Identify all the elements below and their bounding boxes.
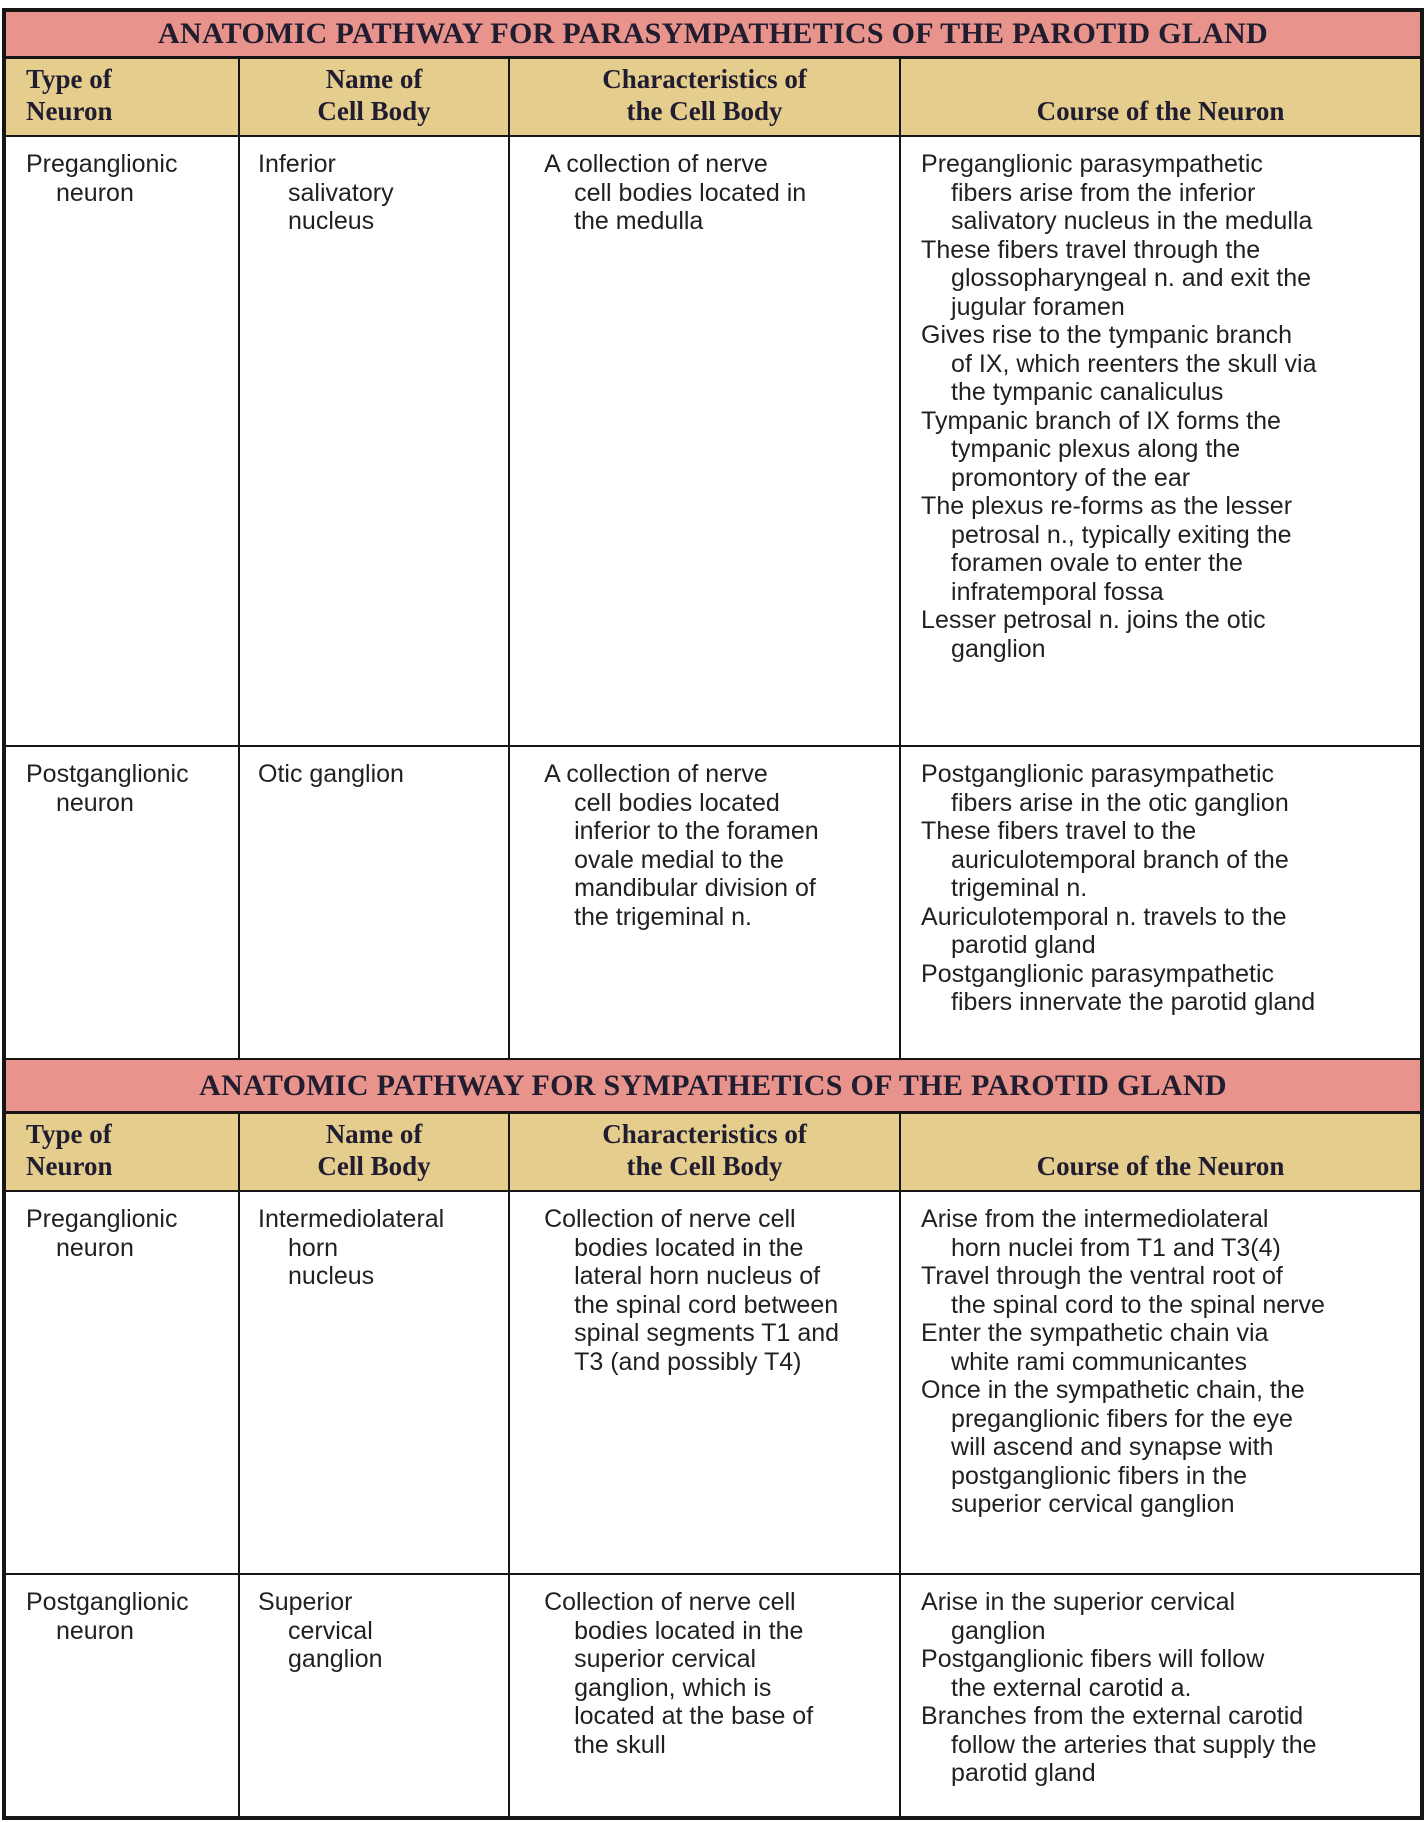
text-line: will ascend and synapse with (951, 1433, 1274, 1461)
paragraph (26, 1588, 230, 1645)
cell-type-of-neuron (6, 137, 240, 745)
text-line: Preganglionic (26, 150, 178, 178)
text-line: neuron (56, 1616, 134, 1645)
text-line: parotid gland (951, 931, 1096, 959)
paragraph (921, 321, 1412, 407)
text-line: Arise in the superior cervical (921, 1588, 1236, 1616)
text-line: trigeminal n. (951, 874, 1088, 902)
column-header-type-of-neuron (6, 1114, 240, 1190)
text-line: bodies located in the (574, 1233, 804, 1262)
text-line: located at the base of (574, 1702, 814, 1730)
text-line: superior cervical (574, 1645, 757, 1673)
text-line: neuron (56, 178, 134, 207)
paragraph (921, 1319, 1412, 1376)
text-line: glossopharyngeal n. and exit the (951, 264, 1312, 292)
text-line: ovale medial to the (574, 845, 784, 874)
text-line: Arise from the intermediolateral (921, 1205, 1269, 1233)
text-line: Branches from the external carotid (921, 1702, 1304, 1730)
column-header-line: Cell Body (317, 96, 431, 126)
column-header-row (6, 59, 1420, 137)
text-line: horn nuclei from T1 and T3(4) (951, 1233, 1281, 1262)
paragraph (921, 492, 1412, 606)
section-title: ANATOMIC PATHWAY FOR PARASYMPATHETICS OF THE PAROTID GLAND (158, 17, 1268, 50)
column-header-line: Type of (26, 64, 112, 94)
cell-course (901, 1192, 1420, 1573)
text-line: Lesser petrosal n. joins the otic (921, 606, 1266, 634)
cell-name-of-cell-body (240, 747, 510, 1058)
text-line: mandibular division of (574, 874, 816, 902)
cell-characteristics (510, 747, 901, 1058)
column-header-characteristics (510, 1114, 901, 1190)
text-line: parotid gland (951, 1759, 1096, 1787)
table-row-preganglionic-parasympathetic (6, 137, 1420, 747)
column-header-name-of-cell-body (240, 1114, 510, 1190)
text-line: fibers arise in the otic ganglion (951, 788, 1289, 817)
column-header-line: the Cell Body (626, 1151, 783, 1181)
text-line: the skull (574, 1730, 666, 1759)
paragraph (921, 236, 1412, 322)
cell-course (901, 1575, 1420, 1816)
anatomic-pathway-table (2, 8, 1424, 1820)
paragraph (921, 960, 1412, 1017)
cell-characteristics (510, 1192, 901, 1573)
cell-characteristics (510, 137, 901, 745)
cell-name-of-cell-body (240, 1192, 510, 1573)
cell-characteristics (510, 1575, 901, 1816)
cell-type-of-neuron (6, 1575, 240, 1816)
text-line: Tympanic branch of IX forms the (921, 406, 1281, 435)
column-header-line: Name of (325, 64, 423, 94)
column-header-characteristics (510, 59, 901, 135)
text-line: inferior to the foramen (574, 817, 819, 845)
text-line: spinal segments T1 and (574, 1319, 840, 1347)
text-line: salivatory nucleus in the medulla (951, 207, 1313, 235)
text-line: Otic ganglion (258, 760, 404, 788)
text-line: Preganglionic parasympathetic (921, 150, 1263, 178)
cell-name-of-cell-body (240, 137, 510, 745)
paragraph (921, 1205, 1412, 1262)
text-line: Collection of nerve cell (544, 1588, 796, 1616)
paragraph (921, 1376, 1412, 1519)
text-line: of IX, which reenters the skull via (951, 349, 1317, 378)
paragraph (921, 903, 1412, 960)
column-header-line: Neuron (26, 96, 113, 126)
text-line: Collection of nerve cell (544, 1205, 796, 1233)
paragraph (544, 150, 891, 236)
text-line: Once in the sympathetic chain, the (921, 1376, 1305, 1404)
text-line: Gives rise to the tympanic branch (921, 321, 1293, 349)
cell-course (901, 137, 1420, 745)
paragraph (921, 407, 1412, 493)
text-line: auriculotemporal branch of the (951, 845, 1289, 874)
text-line: Postganglionic parasympathetic (921, 760, 1275, 788)
text-line: nucleus (288, 1262, 375, 1290)
column-header-row (6, 1114, 1420, 1192)
cell-type-of-neuron (6, 1192, 240, 1573)
paragraph (258, 150, 500, 236)
column-header-line: Name of (325, 1119, 423, 1149)
text-line: Postganglionic fibers will follow (921, 1645, 1265, 1673)
column-header-type-of-neuron (6, 59, 240, 135)
cell-name-of-cell-body (240, 1575, 510, 1816)
table-row-postganglionic-sympathetic (6, 1575, 1420, 1816)
text-line: white rami communicantes (951, 1347, 1247, 1376)
text-line: the trigeminal n. (574, 902, 752, 931)
column-header-line: Characteristics of (602, 64, 807, 94)
text-line: Postganglionic (26, 1588, 189, 1616)
text-line: fibers arise from the inferior (951, 178, 1256, 207)
text-line: the spinal cord to the spinal nerve (951, 1290, 1325, 1319)
section-header-parasympathetics (6, 12, 1420, 59)
text-line: neuron (56, 788, 134, 817)
text-line: foramen ovale to enter the (951, 549, 1243, 577)
text-line: cell bodies located in (574, 178, 807, 207)
text-line: Postganglionic (26, 760, 189, 788)
text-line: The plexus re-forms as the lesser (921, 492, 1293, 520)
text-line: Postganglionic parasympathetic (921, 959, 1275, 988)
column-header-name-of-cell-body (240, 59, 510, 135)
paragraph (544, 760, 891, 931)
text-line: preganglionic fibers for the eye (951, 1404, 1293, 1433)
text-line: petrosal n., typically exiting the (951, 520, 1292, 549)
section-title: ANATOMIC PATHWAY FOR SYMPATHETICS OF THE PAROTID GLAND (199, 1068, 1227, 1102)
paragraph (921, 760, 1412, 817)
paragraph (26, 760, 230, 817)
text-line: Preganglionic (26, 1205, 178, 1233)
paragraph (258, 1205, 500, 1291)
text-line: infratemporal fossa (951, 577, 1164, 606)
paragraph (258, 760, 500, 789)
text-line: T3 (and possibly T4) (574, 1347, 802, 1376)
text-line: ganglion (288, 1645, 383, 1673)
table-row-preganglionic-sympathetic (6, 1192, 1420, 1575)
text-line: Travel through the ventral root of (921, 1262, 1283, 1290)
text-line: Enter the sympathetic chain via (921, 1319, 1269, 1347)
text-line: ganglion (951, 1616, 1046, 1645)
text-line: Intermediolateral (258, 1205, 445, 1233)
text-line: These fibers travel through the (921, 235, 1261, 264)
cell-type-of-neuron (6, 747, 240, 1058)
paragraph (921, 150, 1412, 236)
text-line: tympanic plexus along the (951, 435, 1241, 463)
text-line: lateral horn nucleus of (574, 1262, 821, 1290)
column-header-course (901, 1114, 1420, 1190)
text-line: nucleus (288, 207, 375, 235)
column-header-course (901, 59, 1420, 135)
text-line: the external carotid a. (951, 1673, 1192, 1702)
column-header-line: Cell Body (317, 1151, 431, 1181)
column-header-line: the Cell Body (626, 96, 783, 126)
text-line: superior cervical ganglion (951, 1490, 1235, 1518)
paragraph (921, 817, 1412, 903)
paragraph (544, 1205, 891, 1376)
paragraph (921, 1588, 1412, 1645)
text-line: horn (288, 1233, 339, 1262)
table-row-postganglionic-parasympathetic (6, 747, 1420, 1060)
column-header-line: Neuron (26, 1151, 113, 1181)
column-header-line: Characteristics of (602, 1119, 807, 1149)
text-line: A collection of nerve (544, 760, 768, 788)
paragraph (26, 1205, 230, 1262)
text-line: ganglion, which is (574, 1673, 772, 1702)
text-line: Superior (258, 1588, 353, 1616)
text-line: bodies located in the (574, 1616, 804, 1645)
text-line: follow the arteries that supply the (951, 1730, 1317, 1759)
text-line: salivatory (288, 178, 394, 207)
text-line: fibers innervate the parotid gland (951, 988, 1316, 1016)
text-line: A collection of nerve (544, 150, 768, 178)
text-line: cervical (288, 1616, 373, 1645)
text-line: Auriculotemporal n. travels to the (921, 902, 1287, 931)
paragraph (921, 1262, 1412, 1319)
paragraph (921, 1702, 1412, 1788)
paragraph (258, 1588, 500, 1674)
text-line: the medulla (574, 207, 704, 235)
text-line: jugular foramen (951, 292, 1125, 321)
column-header-line: Course of the Neuron (1036, 96, 1285, 126)
text-line: neuron (56, 1233, 134, 1262)
text-line: the spinal cord between (574, 1290, 839, 1319)
paragraph (26, 150, 230, 207)
column-header-line: Type of (26, 1119, 112, 1149)
paragraph (921, 1645, 1412, 1702)
cell-course (901, 747, 1420, 1058)
text-line: Inferior (258, 150, 336, 178)
section-header-sympathetics (6, 1058, 1420, 1114)
paragraph (921, 606, 1412, 663)
text-line: promontory of the ear (951, 463, 1191, 492)
text-line: ganglion (951, 634, 1046, 663)
text-line: the tympanic canaliculus (951, 378, 1224, 406)
text-line: These fibers travel to the (921, 817, 1197, 845)
text-line: cell bodies located (574, 788, 780, 817)
text-line: postganglionic fibers in the (951, 1461, 1248, 1490)
paragraph (544, 1588, 891, 1759)
column-header-line: Course of the Neuron (1036, 1151, 1285, 1181)
